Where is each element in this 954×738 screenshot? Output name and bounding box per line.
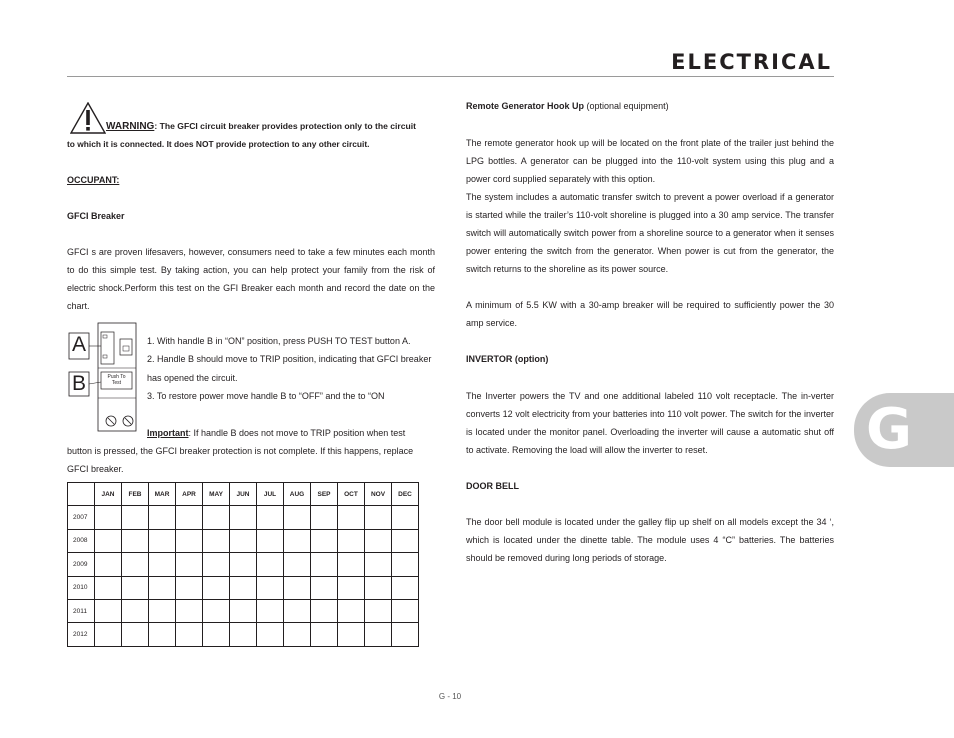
chart-month-header: MAY [203,483,230,506]
important-text: : If handle B does not move to TRIP position when test [188,428,406,438]
chart-record-cell[interactable] [230,623,257,646]
chart-month-header: OCT [338,483,365,506]
chart-record-cell[interactable] [203,529,230,552]
chart-year-label: 2010 [68,576,95,599]
chart-year-row [68,506,419,529]
chart-corner-cell [68,483,95,506]
chart-record-cell[interactable] [338,599,365,622]
chart-record-cell[interactable] [122,599,149,622]
chart-record-cell[interactable] [311,576,338,599]
chart-year-row [68,623,419,646]
chart-record-cell[interactable] [122,623,149,646]
chart-record-cell[interactable] [257,623,284,646]
chart-month-header: JAN [95,483,122,506]
chart-record-cell[interactable] [149,599,176,622]
chart-record-cell[interactable] [284,553,311,576]
page-title: ELECTRICAL [671,50,832,74]
test-steps [147,332,439,405]
step-2: 2. Handle B should move to TRIP position, indicating that GFCI breaker has opened the circuit. [147,354,432,383]
chart-record-cell[interactable] [392,599,419,622]
generator-heading-line [466,97,834,115]
gfci-test-record-chart [67,482,419,647]
chart-record-cell[interactable] [365,599,392,622]
chart-record-cell[interactable] [149,623,176,646]
chart-record-cell[interactable] [230,506,257,529]
chart-record-cell[interactable] [203,599,230,622]
section-tab [854,393,954,467]
chart-record-cell[interactable] [257,553,284,576]
chart-year-row [68,553,419,576]
section-tab-letter: G [866,397,912,462]
generator-heading: Remote Generator Hook Up [466,101,585,111]
chart-year-label: 2011 [68,599,95,622]
important-continued: button is pressed, the GFCI breaker protection is not complete. If this happens, replace GFCI breaker. [67,446,414,474]
doorbell-heading: DOOR BELL [466,481,519,491]
chart-record-cell[interactable] [203,506,230,529]
chart-record-cell[interactable] [95,506,122,529]
header-rule [67,76,834,77]
figure-label-a: A [71,333,86,356]
chart-record-cell[interactable] [203,623,230,646]
chart-record-cell[interactable] [311,553,338,576]
warning-icon [70,102,106,134]
gfci-heading: GFCI Breaker [67,211,125,221]
figure-test-label: Test [111,380,122,386]
chart-record-cell[interactable] [95,599,122,622]
chart-year-label: 2012 [68,623,95,646]
chart-record-cell[interactable] [122,576,149,599]
chart-record-cell[interactable] [365,576,392,599]
chart-record-cell[interactable] [95,576,122,599]
warning-line1 [106,117,446,136]
chart-month-header: APR [176,483,203,506]
chart-record-cell[interactable] [338,623,365,646]
chart-month-header: JUL [257,483,284,506]
chart-year-row [68,599,419,622]
chart-record-cell[interactable] [203,553,230,576]
gfci-paragraph: GFCI s are proven lifesavers, however, consumers need to take a few minutes each month to do this simple test. By taking action, you can help protect your family from the risk of electric shock.Perform this test on the GFI Breaker each month and record the date on the chart. [67,247,435,311]
chart-record-cell[interactable] [284,529,311,552]
chart-record-cell[interactable] [284,599,311,622]
inverter-paragraph: The Inverter powers the TV and one additional labeled 110 volt receptacle. The in-verter converts 12 volt electricity from your batteries into 110 volt power. The switch for the inverter is located under the monitor panel. Overloading the inverter will cause a automatic shut off to activate. Removing the load will allow the inverter to reset. [466,391,834,456]
occupant-heading: OCCUPANT: [67,175,120,185]
chart-record-cell[interactable] [230,599,257,622]
generator-paragraph-2: The system includes a automatic transfer switch to prevent a power overload if a generator is started while the trailer’s 110-volt shoreline is plugged into a 30 amp service. The transfer switch will automatically switch power from a shoreline source to a generator when it senses power entering the switch from the generator. When power is cut from the generator, the switch returns to the shoreline as its power source. [466,192,834,275]
doorbell-paragraph: The door bell module is located under the galley flip up shelf on all models except the 34 ‘, which is located under the dinette table. The module uses 4 “C” batteries. The batteries should be removed during long periods of storage. [466,517,834,564]
chart-record-cell[interactable] [122,506,149,529]
chart-record-cell[interactable] [122,529,149,552]
chart-record-cell[interactable] [392,506,419,529]
chart-record-cell[interactable] [230,529,257,552]
chart-record-cell[interactable] [230,553,257,576]
chart-record-cell[interactable] [338,506,365,529]
chart-record-cell[interactable] [311,506,338,529]
chart-record-cell[interactable] [176,506,203,529]
chart-record-cell[interactable] [338,576,365,599]
figure-push-label: Push To [107,374,126,380]
generator-optional: (optional equipment) [584,101,669,111]
chart-record-cell[interactable] [122,553,149,576]
generator-paragraph-3: A minimum of 5.5 KW with a 30-amp breaker will be required to sufficiently power the 30 amp service. [466,300,834,329]
chart-record-cell[interactable] [257,599,284,622]
chart-month-header: NOV [365,483,392,506]
chart-record-cell[interactable] [149,576,176,599]
chart-record-cell[interactable] [95,553,122,576]
chart-record-cell[interactable] [311,599,338,622]
chart-record-cell[interactable] [95,529,122,552]
warning-line2: to which it is connected. It does NOT provide protection to any other circuit. [67,139,370,149]
chart-year-row [68,576,419,599]
chart-record-cell[interactable] [311,623,338,646]
chart-record-cell[interactable] [257,576,284,599]
page-number: G - 10 [438,692,462,701]
chart-record-cell[interactable] [338,553,365,576]
chart-record-cell[interactable] [311,529,338,552]
warning-label: WARNING [106,121,155,132]
chart-record-cell[interactable] [176,529,203,552]
chart-year-label: 2008 [68,529,95,552]
chart-record-cell[interactable] [392,553,419,576]
chart-record-cell[interactable] [257,506,284,529]
important-line [147,424,439,442]
chart-year-label: 2007 [68,506,95,529]
chart-record-cell[interactable] [284,506,311,529]
chart-record-cell[interactable] [176,576,203,599]
chart-record-cell[interactable] [365,553,392,576]
chart-month-header: SEP [311,483,338,506]
inverter-heading: INVERTOR (option) [466,354,549,364]
chart-record-cell[interactable] [338,529,365,552]
chart-record-cell[interactable] [365,623,392,646]
generator-paragraph-1: The remote generator hook up will be located on the front plate of the trailer just behind the LPG bottles. A generator can be plugged into the 110-volt system using this plug and a power cord supplied separately with this option. [466,138,834,185]
chart-header-row [68,483,419,506]
chart-record-cell[interactable] [257,529,284,552]
chart-record-cell[interactable] [365,529,392,552]
chart-record-cell[interactable] [230,576,257,599]
chart-month-header: AUG [284,483,311,506]
chart-record-cell[interactable] [176,623,203,646]
chart-record-cell[interactable] [284,576,311,599]
figure-label-b: B [71,372,86,395]
chart-record-cell[interactable] [284,623,311,646]
chart-month-header: MAR [149,483,176,506]
chart-month-header: JUN [230,483,257,506]
chart-record-cell[interactable] [176,599,203,622]
step-1: 1. With handle B in “ON” position, press PUSH TO TEST button A. [147,336,411,346]
chart-record-cell[interactable] [392,623,419,646]
chart-record-cell[interactable] [392,529,419,552]
chart-record-cell[interactable] [149,553,176,576]
chart-record-cell[interactable] [149,506,176,529]
important-label: Important [147,428,189,438]
chart-year-row [68,529,419,552]
chart-record-cell[interactable] [95,623,122,646]
chart-record-cell[interactable] [176,553,203,576]
warning-text: : The GFCI circuit breaker provides protection only to the circuit [154,121,417,131]
step-3: 3. To restore power move handle B to “OFF” and the to “ON [147,390,385,401]
chart-record-cell[interactable] [392,576,419,599]
chart-month-header: DEC [392,483,419,506]
chart-record-cell[interactable] [203,576,230,599]
chart-year-label: 2009 [68,553,95,576]
chart-month-header: FEB [122,483,149,506]
chart-record-cell[interactable] [149,529,176,552]
chart-record-cell[interactable] [365,506,392,529]
